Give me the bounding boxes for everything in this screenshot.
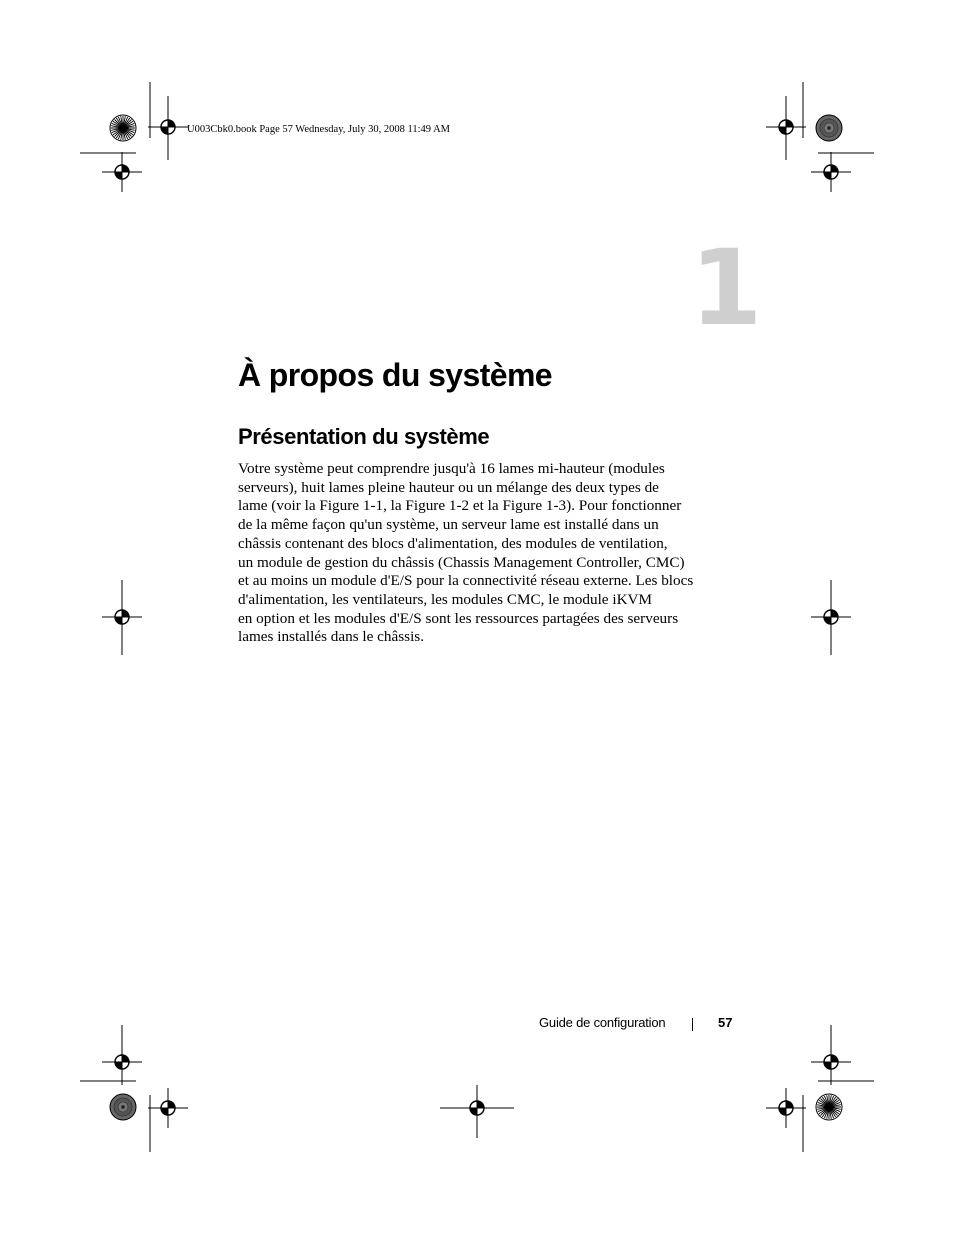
paragraph-line: d'alimentation, les ventilateurs, les modules CMC, le module iKVM (238, 590, 653, 608)
page-number: 57 (718, 1015, 733, 1030)
paragraph-line: un module de gestion du châssis (Chassis Management Controller, CMC) (238, 553, 685, 571)
paragraph-line: et au moins un module d'E/S pour la connectivité réseau externe. Les blocs (238, 572, 694, 590)
chapter-title: À propos du système (238, 357, 553, 393)
paragraph-line: châssis contenant des blocs d'alimentation, des modules de ventilation, (238, 534, 668, 552)
paragraph-line: en option et les modules d'E/S sont les ressources partagées des serveurs (238, 609, 679, 627)
paragraph-line: lames installés dans le châssis. (238, 628, 425, 646)
section-title: Présentation du système (238, 424, 490, 449)
paragraph-line: serveurs), huit lames pleine hauteur ou un mélange des deux types de (238, 478, 659, 496)
paragraph-line: lame (voir la Figure 1-1, la Figure 1-2 et la Figure 1-3). Pour fonctionner (238, 497, 682, 515)
footer-guide-title: Guide de configuration (539, 1015, 666, 1030)
footer-separator (692, 1018, 693, 1031)
body-paragraph (238, 460, 738, 647)
paragraph-line: Votre système peut comprendre jusqu'à 16 lames mi-hauteur (modules (238, 460, 665, 477)
print-slug: U003Cbk0.book Page 57 Wednesday, July 30, 2008 11:49 AM (187, 124, 451, 135)
chapter-number: 1 (690, 227, 763, 349)
paragraph-line: de la même façon qu'un système, un serveur lame est installé dans un (238, 516, 659, 534)
